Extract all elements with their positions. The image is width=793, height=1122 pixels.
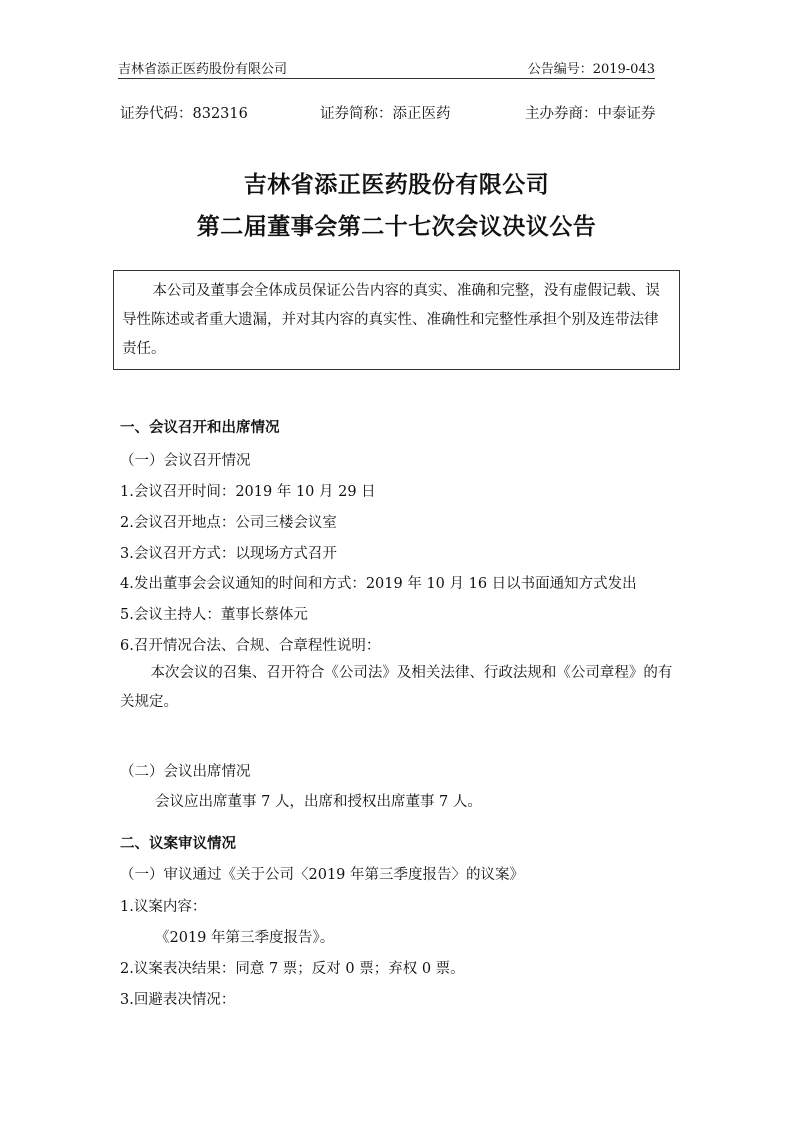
- section1-sub1: （一）会议召开情况: [120, 453, 251, 469]
- securities-info: [120, 102, 680, 122]
- meeting-method: 3.会议召开方式：以现场方式召开: [120, 546, 337, 562]
- page-header: [118, 58, 655, 79]
- meeting-notice: 4.发出董事会会议通知的时间和方式：2019 年 10 月 16 日以书面通知方式发出: [120, 576, 637, 592]
- meeting-time: 1.会议召开时间：2019 年 10 月 29 日: [120, 484, 376, 500]
- section1-heading: 一、会议召开和出席情况: [120, 420, 280, 436]
- securities-code: 证券代码：832316: [120, 106, 248, 122]
- document-title-company: 吉林省添正医药股份有限公司: [243, 172, 550, 198]
- motion-content-heading: 1.议案内容：: [120, 899, 207, 915]
- responsibility-statement: 本公司及董事会全体成员保证公告内容的真实、准确和完整，没有虚假记载、误导性陈述或者重大遗漏，并对其内容的真实性、准确性和完整性承担个别及连带法律责任。: [113, 270, 680, 370]
- attendance-text: 会议应出席董事 7 人，出席和授权出席董事 7 人。: [155, 794, 482, 810]
- securities-broker: 主办券商：中泰证券: [525, 106, 656, 122]
- securities-short-name: 证券简称：添正医药: [320, 106, 451, 122]
- meeting-location: 2.会议召开地点：公司三楼会议室: [120, 515, 337, 531]
- section1-sub2: （二）会议出席情况: [120, 764, 251, 780]
- meeting-legality-heading: 6.召开情况合法、合规、合章程性说明：: [120, 638, 381, 654]
- motion-content: 《2019 年第三季度报告》。: [155, 930, 335, 946]
- header-company-name: 吉林省添正医药股份有限公司: [118, 62, 288, 77]
- meeting-legality-text: 本次会议的召集、召开符合《公司法》及相关法律、行政法规和《公司章程》的有关规定。: [120, 665, 673, 710]
- motion-title: （一）审议通过《关于公司〈2019 年第三季度报告〉的议案》: [120, 867, 525, 883]
- document-title-meeting: 第二届董事会第二十七次会议决议公告: [196, 214, 597, 240]
- motion-vote-result: 2.议案表决结果：同意 7 票；反对 0 票；弃权 0 票。: [120, 961, 465, 977]
- header-notice-number: 公告编号：2019-043: [527, 62, 655, 77]
- motion-recusal: 3.回避表决情况：: [120, 992, 236, 1008]
- meeting-host: 5.会议主持人：董事长蔡体元: [120, 607, 308, 623]
- section2-heading: 二、议案审议情况: [120, 836, 236, 852]
